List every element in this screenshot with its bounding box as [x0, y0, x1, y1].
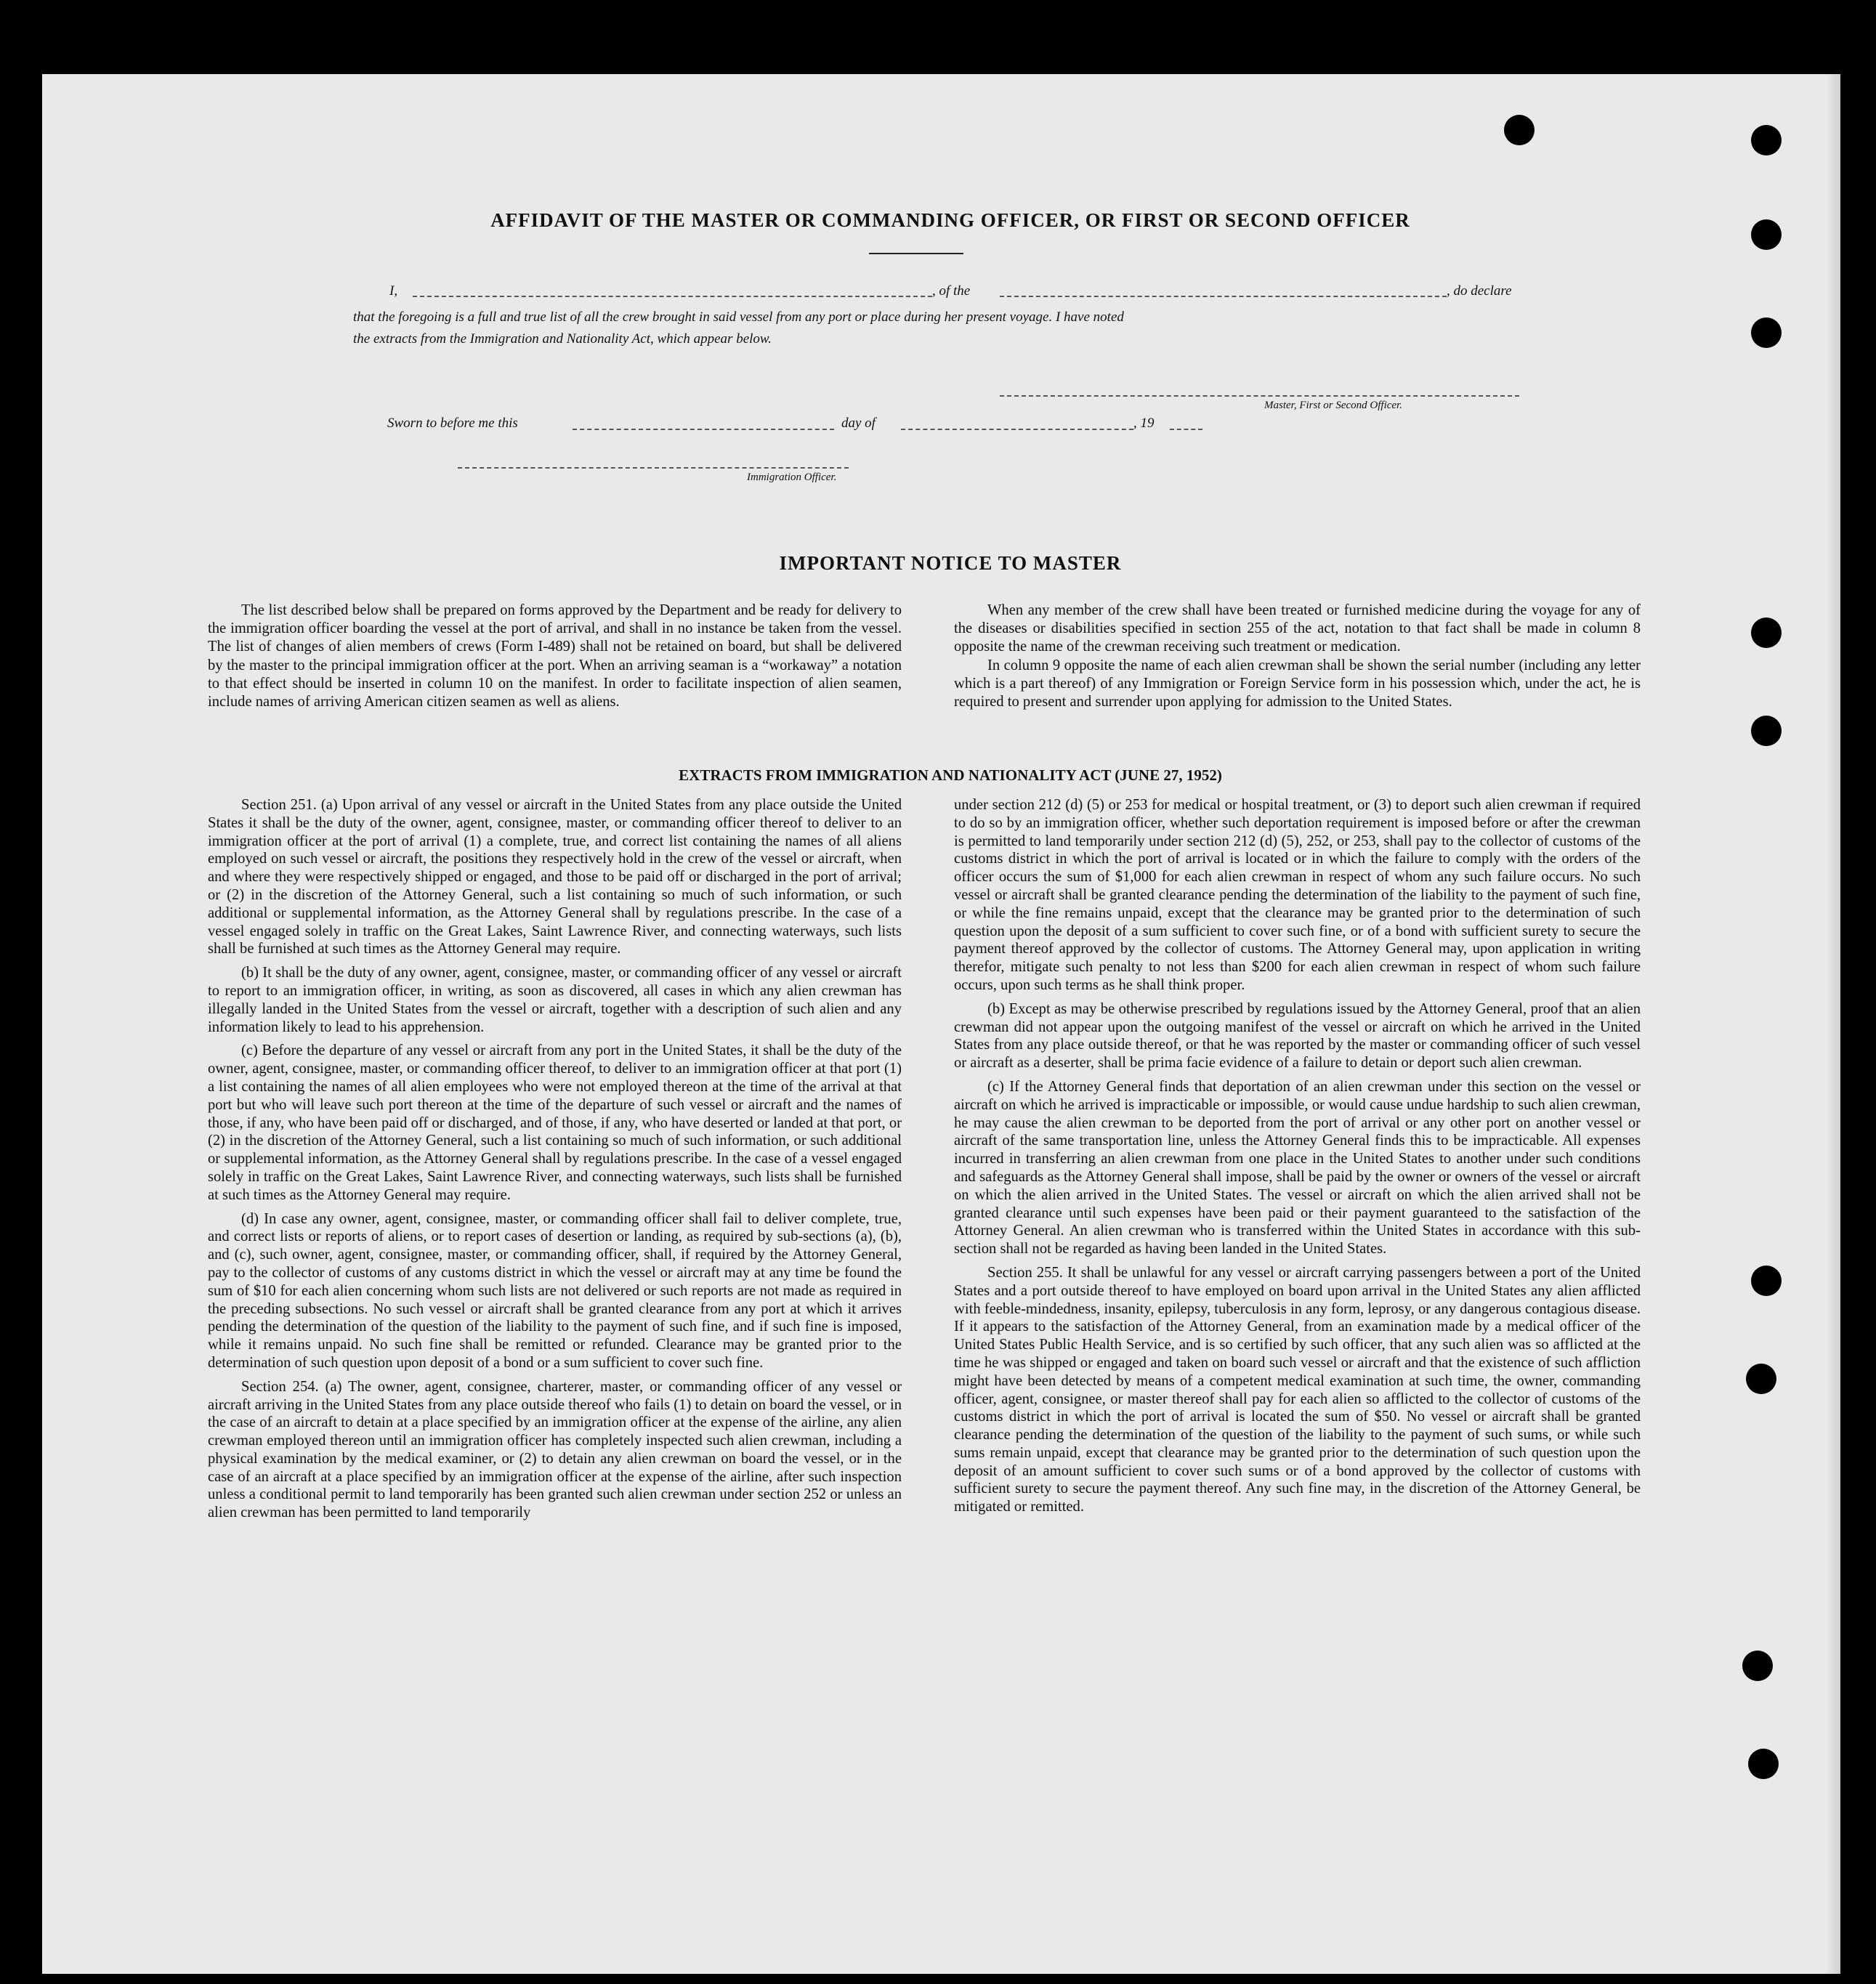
year-prefix-label: , 19: [1133, 416, 1155, 431]
section-251-c: (c) Before the departure of any vessel or aircraft from any port in the United States, it shall be the duty of the owner, agent, consignee, master, or commanding officer thereof, to deliver to an immigration officer at that port (1) a list containing the names of all alien employees who were not employed thereon at the time of the arrival at that port but who will leave such port thereon at the time of the departure of such vessel or aircraft and the names of those, if any, who have been paid off or discharged, and of those, if any, who have deserted or landed at that port, or (2) in the discretion of the Attorney General, such a list containing so much of such information, or such additional or supplemental information, as the Attorney General shall by regulations prescribe. In the case of a vessel engaged solely in traffic on the Great Lakes, Saint Lawrence River, and connecting waterways, such lists shall be furnished at such times as the Attorney General may require.: [208, 1042, 902, 1203]
notice-right-text-2: In column 9 opposite the name of each alien crewman shall be shown the serial number (including any letter which is a part thereof) of any Immigration or Foreign Service form in his possession which, under the act, he is required to present and surrender upon applying for admission to the United States.: [954, 657, 1641, 710]
punch-hole-icon: [1751, 1266, 1782, 1296]
vessel-name-field[interactable]: [1000, 296, 1447, 297]
declare-i-label: I,: [389, 283, 398, 299]
section-254-a-continued: under section 212 (d) (5) or 253 for medical or hospital treatment, or (3) to deport such alien crewman if required to do so by an immigration officer, whether such deportation requirement is imposed before or after the crewman is permitted to land temporarily under section 212 (d) (5), 252, or 253, shall pay to the collector of customs of the customs district in which the port of arrival is located or in which the failure to comply with the orders of the officer occurs the sum of $1,000 for each alien crewman in respect of whom any such failure occurs. No such vessel or aircraft shall be granted clearance pending the determination of the liability to the payment of such fine, or while the fine remains unpaid, except that the clearance may be granted prior to the determination of such question upon the deposit of a sum sufficient to cover such fine, or of a bond with sufficient surety to secure the payment thereof approved by the collector of customs. The Attorney General may, upon application in writing therefor, mitigate such penalty to not less than $200 for each alien crewman in respect of whom such failure occurs, upon such terms as he shall think proper.: [954, 797, 1641, 993]
sworn-month-field[interactable]: [901, 429, 1133, 430]
sworn-day-field[interactable]: [573, 429, 834, 430]
punch-hole-icon: [1748, 1749, 1779, 1779]
punch-hole-icon: [1751, 219, 1782, 250]
do-declare-label: , do declare: [1447, 283, 1512, 299]
punch-hole-icon: [1751, 618, 1782, 648]
declaration-line-2: that the foregoing is a full and true list of all the crew brought in said vessel from any port or place during her present voyage. I have noted: [353, 309, 1124, 325]
punch-hole-icon: [1504, 115, 1535, 145]
punch-hole-icon: [1742, 1651, 1773, 1681]
immigration-officer-signature-field[interactable]: [458, 467, 849, 469]
section-251-b: (b) It shall be the duty of any owner, agent, consignee, master, or commanding officer of any vessel or aircraft to report to an immigration officer, in writing, as soon as discovered, all cases in which any alien crewman has illegally landed in the United States from the vessel or aircraft, together with a description of such alien and any information likely to lead to his apprehension.: [208, 965, 902, 1035]
punch-hole-icon: [1751, 317, 1782, 348]
punch-hole-icon: [1746, 1364, 1776, 1394]
sworn-year-field[interactable]: [1170, 429, 1202, 430]
declarant-name-field[interactable]: [413, 296, 932, 297]
master-signature-label: Master, First or Second Officer.: [1264, 400, 1402, 411]
master-signature-field[interactable]: [1000, 395, 1519, 397]
extracts-title: EXTRACTS FROM IMMIGRATION AND NATIONALITY ACT (JUNE 27, 1952): [679, 766, 1222, 784]
of-the-label: , of the: [932, 283, 971, 299]
form-page: [42, 74, 1840, 1974]
notice-left-text: The list described below shall be prepared on forms approved by the Department and be ready for delivery to the immigration officer boarding the vessel at the port of arrival, and shall in no instance be taken from the vessel. The list of changes of alien members of crews (Form I-489) shall not be retained on board, but shall be delivered by the master to the principal immigration officer at the port. When an arriving seaman is a “workaway” a notation to that effect should be inserted in column 10 on the manifest. In order to facilitate inspection of alien seamen, include names of arriving American citizen seamen as well as aliens.: [208, 602, 902, 710]
section-254-c: (c) If the Attorney General finds that deportation of an alien crewman under this section on the vessel or aircraft on which he arrived is impracticable or impossible, or would cause undue hardship to such alien crewman, he may cause the alien crewman to be deported from the port of arrival or any other port on another vessel or aircraft of the same transportation line, unless the Attorney General finds this to be impracticable. All expenses incurred in transferring an alien crewman from one place in the United States to another under such conditions and safeguards as the Attorney General shall impose, shall be paid by the owner or owners of the vessel or aircraft on which the alien arrived in the United States. The vessel or aircraft on which the alien arrived shall not be granted clearance until such expenses have been paid or their payment guaranteed to the satisfaction of the Attorney General. An alien crewman who is transferred within the United States in accordance with this sub-section shall not be regarded as having been landed in the United States.: [954, 1078, 1641, 1258]
title-underline: [869, 253, 963, 254]
sworn-label: Sworn to before me this: [387, 416, 518, 431]
punch-hole-icon: [1751, 125, 1782, 155]
affidavit-title: AFFIDAVIT OF THE MASTER OR COMMANDING OFFICER, OR FIRST OR SECOND OFFICER: [490, 209, 1410, 231]
section-251-d: (d) In case any owner, agent, consignee, master, or commanding officer shall fail to deliver complete, true, and correct lists or reports of aliens, or to report cases of desertion or landing, as required by sub-sections (a), (b), and (c), such owner, agent, consignee, master, or commanding officer, shall, if required by the Attorney General, pay to the collector of customs of any customs district in which the vessel or aircraft may at any time be found the sum of $10 for each alien concerning whom such lists are not delivered or such reports are not made as required in the preceding subsections. No such vessel or aircraft shall be granted clearance from any port at which it arrives pending the determination of the question of the liability to the payment of such fine, and if such fine is imposed, while it remains unpaid. No such fine shall be remitted or refunded. Clearance may be granted prior to the determination of such question upon deposit of a bond or a sum sufficient to cover such fine.: [208, 1210, 902, 1371]
section-254-a: Section 254. (a) The owner, agent, consignee, charterer, master, or commanding officer of any vessel or aircraft arriving in the United States from any place outside thereof who fails (1) to detain on board the vessel, or in the case of an aircraft to detain at a place specified by an immigration officer at the expense of the airline, any alien crewman employed thereon until an immigration officer has completely inspected such alien crewman, including a physical examination by the medical examiner, or (2) to detain any alien crewman on board the vessel, or in the case of an aircraft at a place specified by an immigration officer at the expense of the airline, after such inspection unless a conditional permit to land temporarily has been granted such alien crewman under section 252 or unless an alien crewman has been permitted to land temporarily: [208, 1378, 902, 1521]
notice-left-paragraph: [208, 602, 902, 711]
punch-hole-icon: [1751, 716, 1782, 746]
extracts-left-column: [208, 796, 902, 1522]
notice-title: IMPORTANT NOTICE TO MASTER: [779, 552, 1122, 574]
day-of-label: day of: [841, 416, 876, 431]
section-254-b: (b) Except as may be otherwise prescribed by regulations issued by the Attorney General, proof that an alien crewman did not appear upon the outgoing manifest of the vessel or aircraft on which he arrived in the United States from any place outside thereof, or that he was reported by the master or commanding officer of such vessel or aircraft as a deserter, shall be prima facie evidence of a failure to detain or deport such alien crewman.: [954, 1000, 1641, 1072]
extracts-right-column: [954, 796, 1641, 1516]
notice-right-text-1: When any member of the crew shall have been treated or furnished medicine during the voyage for any of the diseases or disabilities specified in section 255 of the act, notation to that fact shall be made in column 8 opposite the name of the crewman receiving such treatment or medication.: [954, 602, 1641, 655]
section-255: Section 255. It shall be unlawful for any vessel or aircraft carrying passengers between a port of the United States and a port outside thereof to have employed on board upon arrival in the United States any alien afflicted with feeble-mindedness, insanity, epilepsy, tuberculosis in any form, leprosy, or any dangerous contagious disease. If it appears to the satisfaction of the Attorney General, from an examination made by a medical officer of the United States Public Health Service, and is so certified by such officer, that any such alien was so afflicted at the time he was shipped or engaged and taken on board such vessel or aircraft and that the existence of such affliction might have been detected by means of a competent medical examination at such time, the owner, commanding officer, agent, consignee, or master thereof shall pay for each alien so afflicted to the collector of customs of the customs district in which the port of arrival is located the sum of $50. No vessel or aircraft shall be granted clearance pending the determination of the question of the liability to the payment of such sums, or while such sums remain unpaid, except that clearance may be granted prior to the determination of such question upon the deposit of an amount sufficient to cover such sums or of a bond approved by the collector of customs with sufficient surety to secure the payment thereof. Any such fine may, in the discretion of the Attorney General, be mitigated or remitted.: [954, 1264, 1641, 1515]
section-251-a: Section 251. (a) Upon arrival of any vessel or aircraft in the United States from any place outside the United States it shall be the duty of the owner, agent, consignee, master, or commanding officer thereof to deliver to an immigration officer at the port of arrival (1) a complete, true, and correct list containing the names of all aliens employed on such vessel or aircraft, the positions they respectively hold in the crew of the vessel or aircraft, when and where they were respectively shipped or engaged, and those to be paid off or discharged in the port of arrival; or (2) in the discretion of the Attorney General, such a list containing so much of such information, or such additional or supplemental information, as the Attorney General shall by regulations prescribe. In the case of a vessel engaged solely in traffic on the Great Lakes, Saint Lawrence River, and connecting waterways, such lists shall be furnished at such times as the Attorney General may require.: [208, 797, 902, 957]
declaration-line-3: the extracts from the Immigration and Nationality Act, which appear below.: [353, 331, 772, 347]
immigration-officer-label: Immigration Officer.: [747, 471, 837, 483]
notice-right-paragraphs: [954, 602, 1641, 711]
